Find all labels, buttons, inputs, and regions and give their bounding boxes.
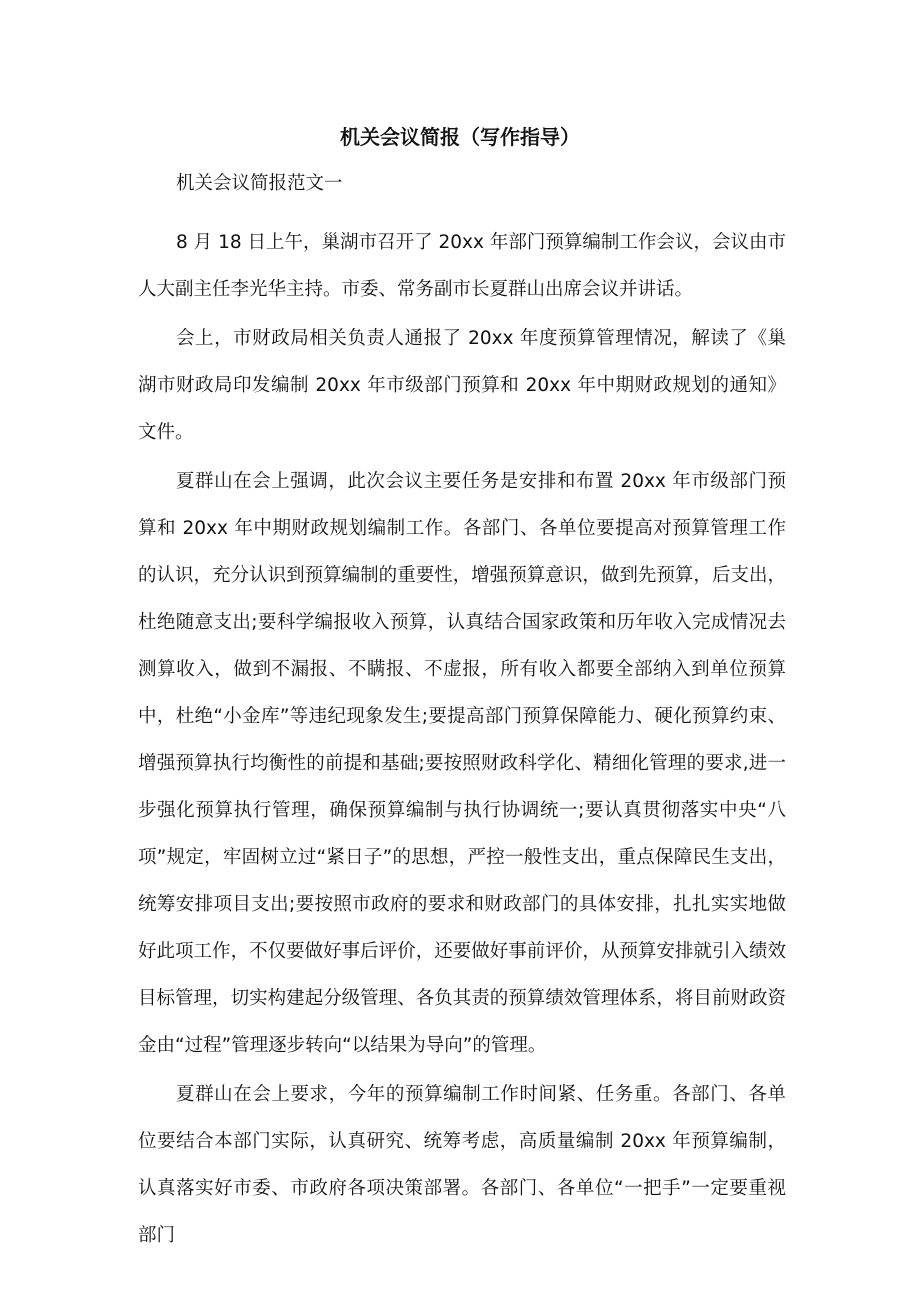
paragraph-meeting-intro: 8 月 18 日上午，巢湖市召开了 20xx 年部门预算编制工作会议，会议由市人大副主任李光华主持。市委、常务副市长夏群山出席会议并讲话。 (138, 232, 786, 300)
document-title: 机关会议简报（写作指导） (340, 125, 580, 149)
paragraph-requirements: 夏群山在会上要求，今年的预算编制工作时间紧、任务重。各部门、各单位要结合本部门实际，认真研究、统筹考虑，高质量编制 20xx 年预算编制，认真落实好市委、市政府各项决策部署。各部门、各单位“一把手”一定要重视部门 (138, 1084, 786, 1246)
paragraph-emphasis: 夏群山在会上强调，此次会议主要任务是安排和布置 20xx 年市级部门预算和 20xx 年中期财政规划编制工作。各部门、各单位要提高对预算管理工作的认识，充分认识到预算编制的重要性，增强预算意识，做到先预算，后支出，杜绝随意支出;要科学编报收入预算，认真结合国家政策和历年收入完成情况去测算收入，做到不漏报、不瞒报、不虚报，所有收入都要全部纳入到单位预算中，杜绝“小金库”等违纪现象发生;要提高部门预算保障能力、硬化预算约束、增强预算执行均衡性的前提和基础;要按照财政科学化、精细化管理的要求,进一步强化预算执行管理，确保预算编制与执行协调统一;要认真贯彻落实中央“八项”规定，牢固树立过“紧日子”的思想，严控一般性支出，重点保障民生支出，统筹安排项目支出;要按照市政府的要求和财政部门的具体安排，扎扎实实地做好此项工作，不仅要做好事后评价，还要做好事前评价，从预算安排就引入绩效目标管理，切实构建起分级管理、各负其责的预算绩效管理体系，将目前财政资金由“过程”管理逐步转向“以结果为导向”的管理。 (138, 471, 786, 1056)
paragraph-finance-report: 会上，市财政局相关负责人通报了 20xx 年度预算管理情况，解读了《巢湖市财政局印发编制 20xx 年市级部门预算和 20xx 年中期财政规划的通知》文件。 (138, 328, 786, 443)
document-subtitle: 机关会议简报范文一 (176, 173, 343, 194)
document-body (138, 219, 786, 1261)
